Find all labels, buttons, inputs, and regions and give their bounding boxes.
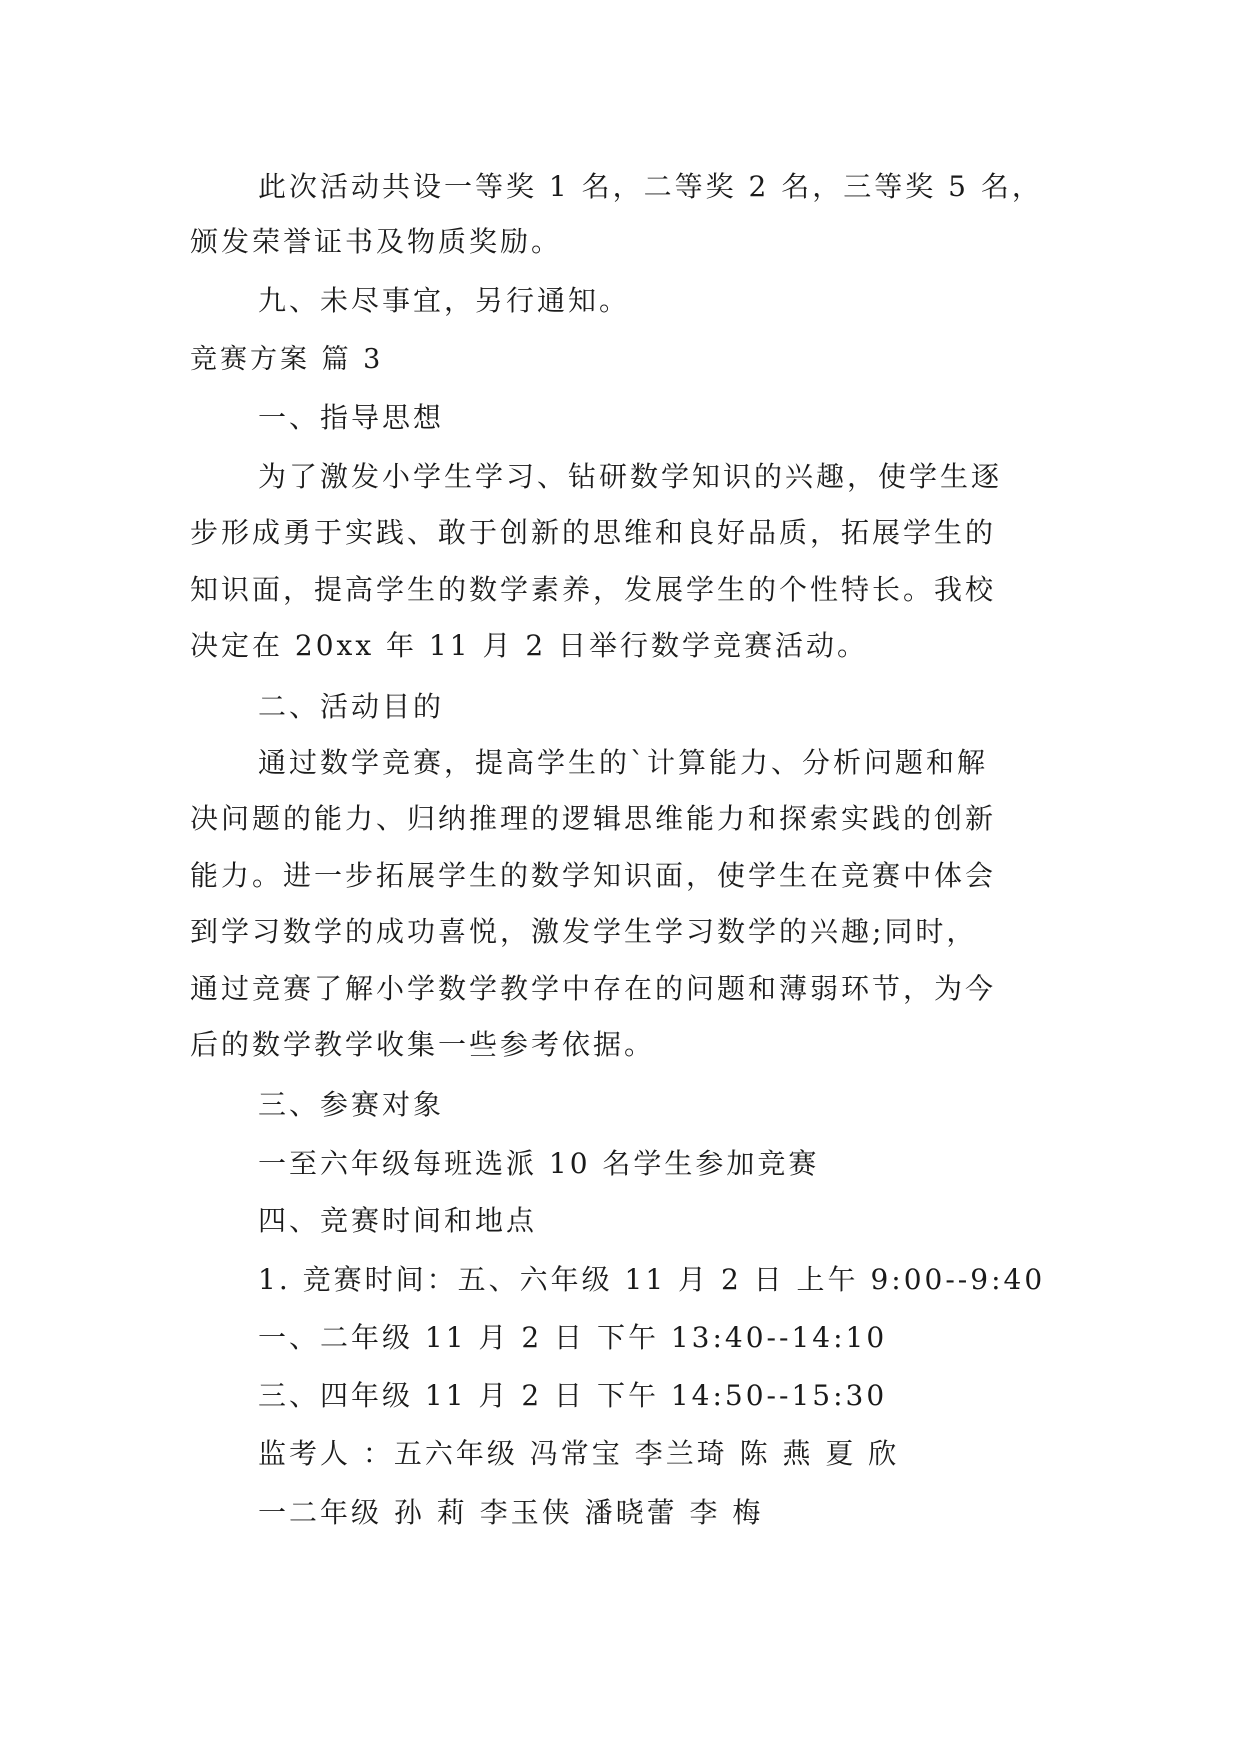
section-heading: 四、竞赛时间和地点	[258, 1204, 538, 1237]
document-title: 竞赛方案 篇 3	[190, 344, 384, 375]
paragraph-line: 颁发荣誉证书及物质奖励。	[190, 225, 563, 258]
paragraph-line: 此次活动共设一等奖 1 名，二等奖 2 名，三等奖 5 名，	[258, 170, 1043, 203]
paragraph-line: 通过数学竞赛，提高学生的`计算能力、分析问题和解	[258, 746, 989, 779]
paragraph-line: 知识面，提高学生的数学素养，发展学生的个性特长。我校	[190, 573, 997, 606]
paragraph-line: 后的数学教学收集一些参考依据。	[190, 1028, 656, 1061]
paragraph-line: 监考人 ：五六年级 冯常宝 李兰琦 陈 燕 夏 欣	[258, 1437, 900, 1470]
paragraph-line: 三、四年级 11 月 2 日 下午 14:50--15:30	[258, 1379, 888, 1412]
section-heading: 三、参赛对象	[258, 1088, 445, 1121]
paragraph-line: 到学习数学的成功喜悦，激发学生学习数学的兴趣;同时，	[190, 915, 978, 948]
section-heading: 九、未尽事宜，另行通知。	[258, 284, 631, 317]
paragraph-line: 能力。进一步拓展学生的数学知识面，使学生在竞赛中体会	[190, 859, 997, 892]
paragraph-line: 一、二年级 11 月 2 日 下午 13:40--14:10	[258, 1321, 888, 1354]
paragraph-line: 为了激发小学生学习、钻研数学知识的兴趣，使学生逐	[258, 460, 1003, 493]
section-heading: 一、指导思想	[258, 401, 445, 434]
paragraph-line: 1. 竞赛时间：五、六年级 11 月 2 日 上午 9:00--9:40	[258, 1263, 1046, 1296]
section-heading: 二、活动目的	[258, 690, 445, 723]
paragraph-line: 决问题的能力、归纳推理的逻辑思维能力和探索实践的创新	[190, 802, 997, 835]
paragraph-line: 步形成勇于实践、敢于创新的思维和良好品质，拓展学生的	[190, 516, 997, 549]
paragraph-line: 一至六年级每班选派 10 名学生参加竞赛	[258, 1147, 820, 1180]
paragraph-line: 一二年级 孙 莉 李玉侠 潘晓蕾 李 梅	[258, 1496, 764, 1529]
paragraph-line: 通过竞赛了解小学数学教学中存在的问题和薄弱环节，为今	[190, 972, 997, 1005]
paragraph-line: 决定在 20xx 年 11 月 2 日举行数学竞赛活动。	[190, 629, 869, 662]
